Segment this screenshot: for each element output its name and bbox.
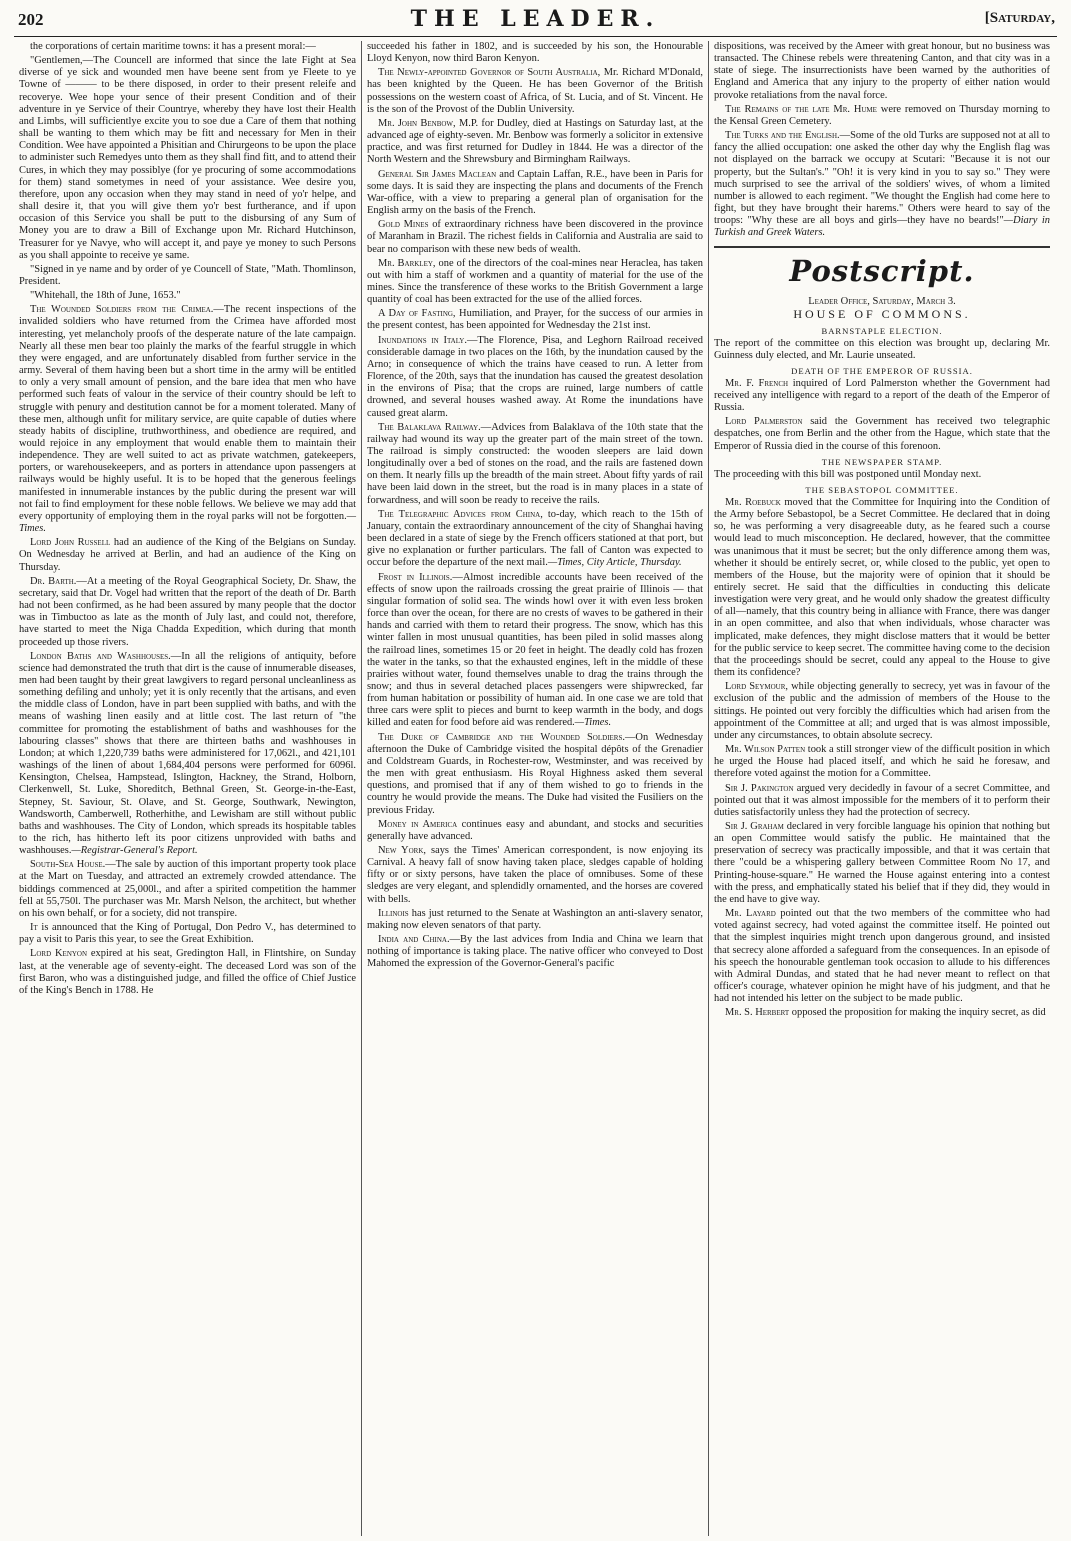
article-paragraph [367,934,703,970]
section-divider [714,246,1050,248]
article-body: while objecting generally to secrecy, yet was in favour of the exclusion of the public and the admission of members of the House to the sittings. He pointed out very forcibly the difficulties which had arisen from the appointment of the Committee at all; and urged that is was almost impossible, under any circumstances, to obtain absolute secrecy. [714,681,1051,741]
article-paragraph [367,335,703,420]
article-lead: Frost in Illinois. [378,571,453,583]
article-paragraph [367,509,703,570]
article-body: inquired of Lord Palmerston whether the Government had received any intelligence with regard to a report of the death of the Emperor of Russia. [714,377,1050,414]
article-body: "Gentlemen,—The Councell are informed that since the late Fight at Sea diverse of ye sick and wounded men have beene sent from ye Fleete to ye Towne of ——— to be there disposed, in order to their present releife and recoverye. Wee hope your sence of their present Condition and of their adventure in ye Service of their Countrye, whereby they have lost their Health and Limbs, will sufficientlye excite you to soe due a Care of them that nothing shall be wanting to them which may be fitt and necessary for Men in their Condition. Wee have appointed a Phisitian and Chirurgeons to be upon the place to administer such Remedyes unto them as they shall find fitt, and to attend their Cures, in which they may possiblye (for ye procuring of some accommodations for them) stand sometymes in need of your assistance. Wee desire you, therefore, upon any occasion when they may stand in need of yo'r helpe, and shall desire it, that you will give them yo'r best furtherance, and if upon occasion of this Service you shall be putt to the disbursing of any Sum of Money you are to draw a Bill of Exchange upon Mr. Richard Hutchinson, Treasurer for ye Navye, who will accept it, and paye ye money to such Persons as you shall appointe to receive ye same. [19,55,356,261]
article-body: says the Times' American correspondent, is now enjoying its Carnival. A heavy fall of snow having taken place, sledges capable of holding fifty or or sixty persons, have taken the place of omnibuses. Some of these sledges are very elegant, and splendidly ornamented, and the horses are covered with bells. [367,845,703,905]
section-body [714,469,1050,481]
article-lead: South-Sea House. [30,859,106,871]
article-source: —Times. [19,510,356,535]
article-paragraph [367,308,703,332]
article-body: —Some of the old Turks are supposed not at all to fancy the allied occupation: one asked the other day why the English flag was not displayed on the barrack we occupy at Scutari: "Because it is not our property, but the Sultan's." "Oh! it is very kind in you to say so." They were much surprised to see the arrival of the soldiers' wives, of whom a limited number is allowed to each regiment. "We thought the English had come here to fight, but they have brought their harems." Others were heard to say of the troops: "Why these are all boys and girls—they have no beards!" [714,130,1050,227]
article-lead: Mr. Wilson Patten [725,744,806,756]
article-paragraph [19,859,356,920]
article-lead: It [30,922,38,934]
article-lead: The Duke of Cambridge and the Wounded Soldiers. [378,731,625,743]
article-body: —The Florence, Pisa, and Leghorn Railroad received considerable damage in two places on the 16th, by the inundation caused by the Arno; in consequence of which the trains have ceased to run. A letter from Florence, of the 20th, says that the inundation has caused the greatest desolation in the environs of Pisa; that the crops are ruined, large numbers of cattle drowned, and several houses washed away. At Rome the inundations have caused great alarm. [367,334,703,419]
subheading: BARNSTAPLE ELECTION. [821,325,943,336]
article-paragraph [714,416,1050,452]
article-lead: Lord Seymour, [725,681,788,693]
article-body: to-day, which reach to the 15th of January, contain the extraordinary announcement of the city of Shanghai having been declared in a state of siege by the French officers stationed at that port, but give no explanation or further particulars. The fall of Canton was expected to occur before the departure of the next mail. [367,508,703,569]
article-lead: Money in America [378,818,458,830]
article-paragraph [714,908,1050,1005]
article-lead: Lord John Russell [30,537,111,549]
article-lead: The Telegraphic Advices from China, [378,508,543,520]
article-body: The report of the committee on this election was brought up, declaring Mr. Guinness duly elected, and Mr. Laurie unseated. [714,337,1050,361]
article-lead: The Newly-appointed Governor of South Australia, [378,67,601,79]
article-paragraph [367,422,703,507]
article-lead: Mr. Layard [725,908,776,920]
article-body: and Captain Laffan, R.E., have been in Paris for some days. It is said they are inspecting the plans and documents of the French War-office, with a view to preparing a general plan of organisation for the English army on the basis of the French. [367,168,703,217]
article-body: continues easy and abundant, and stocks and securities generally have advanced. [367,818,704,842]
article-lead: Mr. F. French [725,377,789,389]
article-body: "Whitehall, the 18th of June, 1653." [30,290,181,302]
article-paragraph [19,537,356,573]
article-body: Mr. Richard M'Donald, has been knighted by the Queen. He has been Governor of the British possessions on the western coast of Africa, of St. Lucia, and of St. Vincent. He is the son of the Provost of the Dublin University. [367,67,704,115]
article-body: argued very decidedly in favour of a secret Committee, and pointed out that it was almost impossible for the members of it to perform their duties satisfactorily unless they had the protection of secrecy. [714,782,1050,818]
subheading: THE NEWSPAPER STAMP. [821,456,943,467]
article-lead: Gold Mines [378,219,429,231]
article-body: is announced that the King of Portugal, Don Pedro V., has determined to pay a visit to Paris this year, to see the Great Exhibition. [19,922,356,946]
article-body: declared in very forcible language his opinion that nothing but an open Committee would satisfy the public. He maintained that the preservation of secrecy was practically impossible, and that it was certain that there "could be a whispering gallery between Committee Room No 17, and Printing-house-square." He warned the House against entering into a contest with the press, and emphatically stated his belief that if they did, they would in the end have to give way. [714,820,1051,905]
article-body: took a still stronger view of the difficult position in which he urged the House had placed itself, and which he said he foresaw, and therefore voted against the motion for a Committee. [714,744,1050,780]
newspaper-title: THE LEADER. [410,6,661,32]
page-number: 202 [18,10,44,29]
article-source: —Diary in Turkish and Greek Waters. [714,215,1050,239]
article-body: dispositions, was received by the Ameer with great honour, but no business was transacted. The Chinese rebels were threatening Canton, and that city was in a state of siege. The insurrectionists have been warned by the authorities of England and America that any injury to the property of either nation would provoke retaliations from the naval force. [714,41,1050,101]
article-body: of extraordinary richness have been discovered in the province of Maranham in Brazil. The richest fields in California and Australia are said to bear no comparison with these new beds of wealth. [367,219,704,255]
article-paragraph [714,1007,1050,1019]
article-lead: Illinois [378,907,409,919]
article-paragraph [714,104,1050,128]
article-lead: Lord Kenyon [30,948,88,960]
column-2 [361,41,708,1536]
article-paragraph [714,783,1050,819]
article-body: has just returned to the Senate at Washington an anti-slavery senator, making now eleven senators of that party. [367,907,703,931]
postscript-heading: Postscript. [789,253,975,288]
article-lead: Mr. Roebuck [725,496,781,508]
subheading: THE SEBASTOPOL COMMITTEE. [805,484,959,495]
article-body: expired at his seat, Gredington Hall, in Flintshire, on Sunday last, at the venerable age of seventy-eight. The deceased Lord was son of the first Baron, who was a distinguished judge, and filled the office of Chief Justice of the King's Bench in 1788. He [19,948,356,996]
article-body: The proceeding with this bill was postponed until Monday next. [714,468,982,480]
article-body: opposed the proposition for making the inquiry secret, as did [789,1007,1046,1019]
article-paragraph [19,290,356,302]
article-body: —On Wednesday afternoon the Duke of Cambridge visited the hospital dépôts of the Grenadier and Coldstream Guards, in Rochester-row, Westminster, and was received by the men with great enthusiasm. His Royal Highness asked them several questions, and promised that if any of them wished to go to friends in the country he would provide the means. The Duke had visited the Fusiliers on the previous Friday. [367,731,703,816]
article-paragraph [19,948,356,997]
article-body: were removed on Thursday morning to the Kensal Green Cemetery. [714,103,1050,127]
article-lead: The Remains of the late Mr. Hume [725,103,877,115]
article-paragraph [19,304,356,535]
article-body: the corporations of certain maritime towns: it has a present moral:— [30,41,316,52]
article-body: —Almost incredible accounts have been received of the effects of snow upon the railroads crossing the great prairie of Illinois — that singular formation of solid sea. The winds howl over it with even less broken force than over the ocean, for there are no crests of waves to be gathered in their hands and carried with them to retard their progress. The snow, which has this winter fallen in most unusual quantities, has been piled in solid masses along the railroad lines, sometimes 15 or 20 feet in height. The deadly cold has frozen the water in the tanks, so that the exhausted engines, left in the middle of these prairies without water, found themselves unable to drag the trains through the snow; and thus in several detached places passengers were shipwrecked, far from human habitation or possibility of human aid. In one case we are told that three cars were split to pieces and burnt to keep warmth in the body, and dogs killed and eaten for food before aid was rendered. [367,571,703,729]
article-paragraph [367,118,703,167]
article-lead: Mr. Barkley, [378,257,436,269]
article-paragraph [19,264,356,288]
article-lead: General Sir James Maclean [378,168,497,180]
article-body: one of the directors of the coal-mines near Heraclea, has taken out with him a staff of workmen and a quantity of material for the use of the mines. Since the transference of these works to the British Government a large quantity of coal has been extracted for the use of the allied forces. [367,257,703,306]
article-lead: India and China. [378,934,450,946]
article-paragraph [19,922,356,946]
article-paragraph [714,130,1050,239]
article-lead: A Day of Fasting, [378,308,456,320]
house-heading: HOUSE OF COMMONS. [793,306,971,321]
masthead [14,6,1057,37]
article-body: M.P. for Dudley, died at Hastings on Saturday last, at the advanced age of eighty-seven. Mr. Benbow was formerly a solicitor in extensive practice, and was first returned for Dudley in 1844. He was a director of the North Western and the Shrewsbury and Birmingham Railways. [367,117,703,166]
article-paragraph [19,576,356,649]
article-source: —Times. [574,717,612,729]
article-paragraph [367,41,703,65]
article-lead: Mr. John Benbow, [378,117,456,129]
article-paragraph [367,258,703,307]
article-paragraph [714,497,1050,679]
article-lead: The Turks and the English. [725,130,840,142]
article-body: had an audience of the King of the Belgians on Sunday. On Wednesday he arrived at Berlin, and had an audience of the King on Thursday. [19,537,357,573]
article-paragraph [19,55,356,262]
article-lead: Dr. Barth. [30,575,77,587]
article-lead: The Wounded Soldiers from the Crimea. [30,304,214,316]
article-body: Humiliation, and Prayer, for the success of our armies in the present contest, has been appointed for Wednesday the 21st inst. [367,308,704,332]
article-paragraph [367,169,703,218]
article-source: —Registrar-General's Report. [71,845,198,857]
article-paragraph [367,219,703,255]
section-body [714,497,1050,1020]
article-lead: Inundations in Italy. [378,334,467,346]
article-body: —By the last advices from India and China we learn that nothing of importance is taking place. The native officer who conveyed to Dost Mahomed the expression of the Governor-General's pacific [367,934,703,970]
article-lead: Lord Palmerston [725,416,803,428]
article-paragraph [367,67,703,116]
article-paragraph [714,338,1050,362]
article-paragraph [367,845,703,906]
article-body: said the Government has received two telegraphic despatches, one from Berlin and the other from the Hague, which state that the Emperor of Russia died in the course of this forenoon. [714,416,1050,452]
article-paragraph [19,41,356,53]
article-lead: Sir J. Graham [725,820,784,832]
article-paragraph [19,651,356,858]
article-body: moved that the Committee for Inquiring into the Condition of the Army before Sebastopol, be a Secret Committee. He declared that in doing so, he was performing a very disagreeable duty, as he feared such a course would lead to much misconception. He declared, however, that the committee was unanimous that it must be secret; but the only difference among them was, whether it should be entirely secret, or, while closed to the public, yet open to members of the House, but the majority were of opinion that it should be entirely secret. He said that the difficulties in conducting this delicate investigation were very great, and he would only shadow the greatest difficulty of all—namely, that this country being in alliance with France, there was danger in an open committee, and also that when individuals, whose character was implicated, make defences, they might disclose matters that it would be better for the public service to keep secret. The committee having come to the decision that the proceedings should be secret, could any appeal to the House to give them its confidence? [714,496,1051,679]
article-paragraph [714,681,1050,742]
article-lead: Sir J. Pakington [725,782,794,794]
article-paragraph [714,378,1050,414]
article-body: —The sale by auction of this important property took place at the Mart on Tuesday, and attracted an extremely crowded attendance. The biddings commenced at 25,000l., and after a spirited competition the hammer fell at 55,750l. The purchaser was Mr. Marsh Nelson, the architect, but whether on his own behalf, or for a society, did not transpire. [19,859,356,919]
article-paragraph [714,41,1050,102]
article-paragraph [367,819,703,843]
article-lead: Mr. S. Herbert [725,1007,790,1019]
article-paragraph [367,908,703,932]
section-body [714,378,1050,453]
column-3-news [714,41,1050,240]
article-body: pointed out that the two members of the committee who had voted against secrecy, had voted against the committee itself. He pointed out that the simplest inquiries might trench upon dangerous ground, and insisted that secrecy alone afforded a safeguard from the consequences. In an episode of his speech the honourable gentleman took occasion to allude to his differences with Admiral Dundas, and stated that he had never meant to reflect on that officer's courage, whatever opinion he might have of his judgment, and that he had not intended his letter on the subject to be made public. [714,908,1051,1005]
article-body: —Advices from Balaklava of the 10th state that the railway had wound its way up the greater part of the main street of the town. The railroad is simply constructed: the wooden sleepers are laid down longitudinally over a bed of stones on the road, and the rails are fastened down on them. It nearly fills up the breadth of the main street. About fifty yards of rail have been laid down in the street, but the road is in many places in a state of forwardness, and will soon be ready to receive the rails. [367,421,703,506]
article-body: "Signed in ye name and by order of ye Councell of State, "Math. Thomlinson, President. [19,263,356,287]
section-body [714,338,1050,362]
issue-day: [Saturday, [984,10,1055,26]
column-3 [708,41,1055,1536]
parliament-report [714,326,1050,1020]
article-body: succeeded his father in 1802, and is succeeded by his son, the Honourable Lloyd Kenyon, now third Baron Kenyon. [367,41,703,65]
subheading: DEATH OF THE EMPEROR OF RUSSIA. [791,365,973,376]
article-paragraph [714,744,1050,780]
article-paragraph [714,469,1050,481]
article-paragraph [367,572,703,730]
article-body: —The recent inspections of the invalided soldiers who have returned from the Crimea have afforded most interesting, yet melancholy proofs of the desperate nature of the late campaign. Nearly all these men bear too plainly the marks of the fearful struggle in which they were engaged, and are unfortunately disabled from further service in the army. Several of them having been but a short time in the army will be entitled to only a very small amount of pension, and the bare idea that men who have performed such feats of valour in the service of their country should be left to struggle with penury and destitution cannot be for a moment tolerated. Many of these men, although unfit for military service, are quite capable of duties where steady habits of discipline, truthworthiness, and obedience are required, and would rejoice in any employment that would enable them to maintain their independence. They are well suited to act as private watchmen, gatekeepers, porters, or warehousekeepers, and as porters in attendance upon passengers at railways would be highly useful. It is to be hoped that the generous feelings manifested in innumerable instances by the public during the present war will not fail to find employment for these noble fellows. We believe we may add that every opportunity of employing them in the royal parks will not be forgotten. [19,304,356,522]
columns [14,41,1057,1536]
article-body: —In all the religions of antiquity, before science had demonstrated the truth that dirt is the cause of innumerable diseases, men had been taught by their great lawgivers to regard personal uncleanliness as something defiling and unholy; yet it is only recently that the artisans, and even the middle class of London, have in part been supplied with baths, and with the means of washing linen easily and at little cost. The last return of "the committee for promoting the establishment of baths and washhouses for the labouring classes" shows that there are thirteen baths and washhouses in London; at which 1,220,739 baths were administered for 17,062l., and 421,101 washings of the linen of about 1,684,404 persons were performed for 6096l. Kensington, Chelsea, Hampstead, Islington, Hackney, the Strand, Holborn, Clerkenwell, St. Luke, Shoreditch, Bethnal Green, St. George-in-the-East, Stepney, St. Saviour, St. Olave, and St. George, Southwark, Newington, Wandsworth, Camberwell, Rotherhithe, and Lewisham are still without public baths and washhouses. The City of London, which spreads its hospitable tables to the rich, has hitherto left its poor citizens unprovided with baths and washhouses. [19,650,356,857]
column-1 [14,41,361,1536]
dateline: Leader Office, Saturday, March 3. [808,295,956,307]
article-paragraph [714,821,1050,906]
article-lead: The Balaklava Railway. [378,421,481,433]
article-lead: London Baths and Washhouses. [30,650,171,662]
article-paragraph [367,732,703,817]
article-source: —Times, City Article, Thursday. [547,557,682,569]
article-body: —At a meeting of the Royal Geographical Society, Dr. Shaw, the secretary, said that Dr. Vogel had written that the report of the death of Dr. Barth had not been confirmed, as he had been assured by many people that the doctor was in Timbuctoo as late as the month of July last, and could not, therefore, have started to meet the Niga Chadda Expedition, which during that month proceeded up those rivers. [19,575,356,648]
article-lead: New York, [378,845,426,856]
